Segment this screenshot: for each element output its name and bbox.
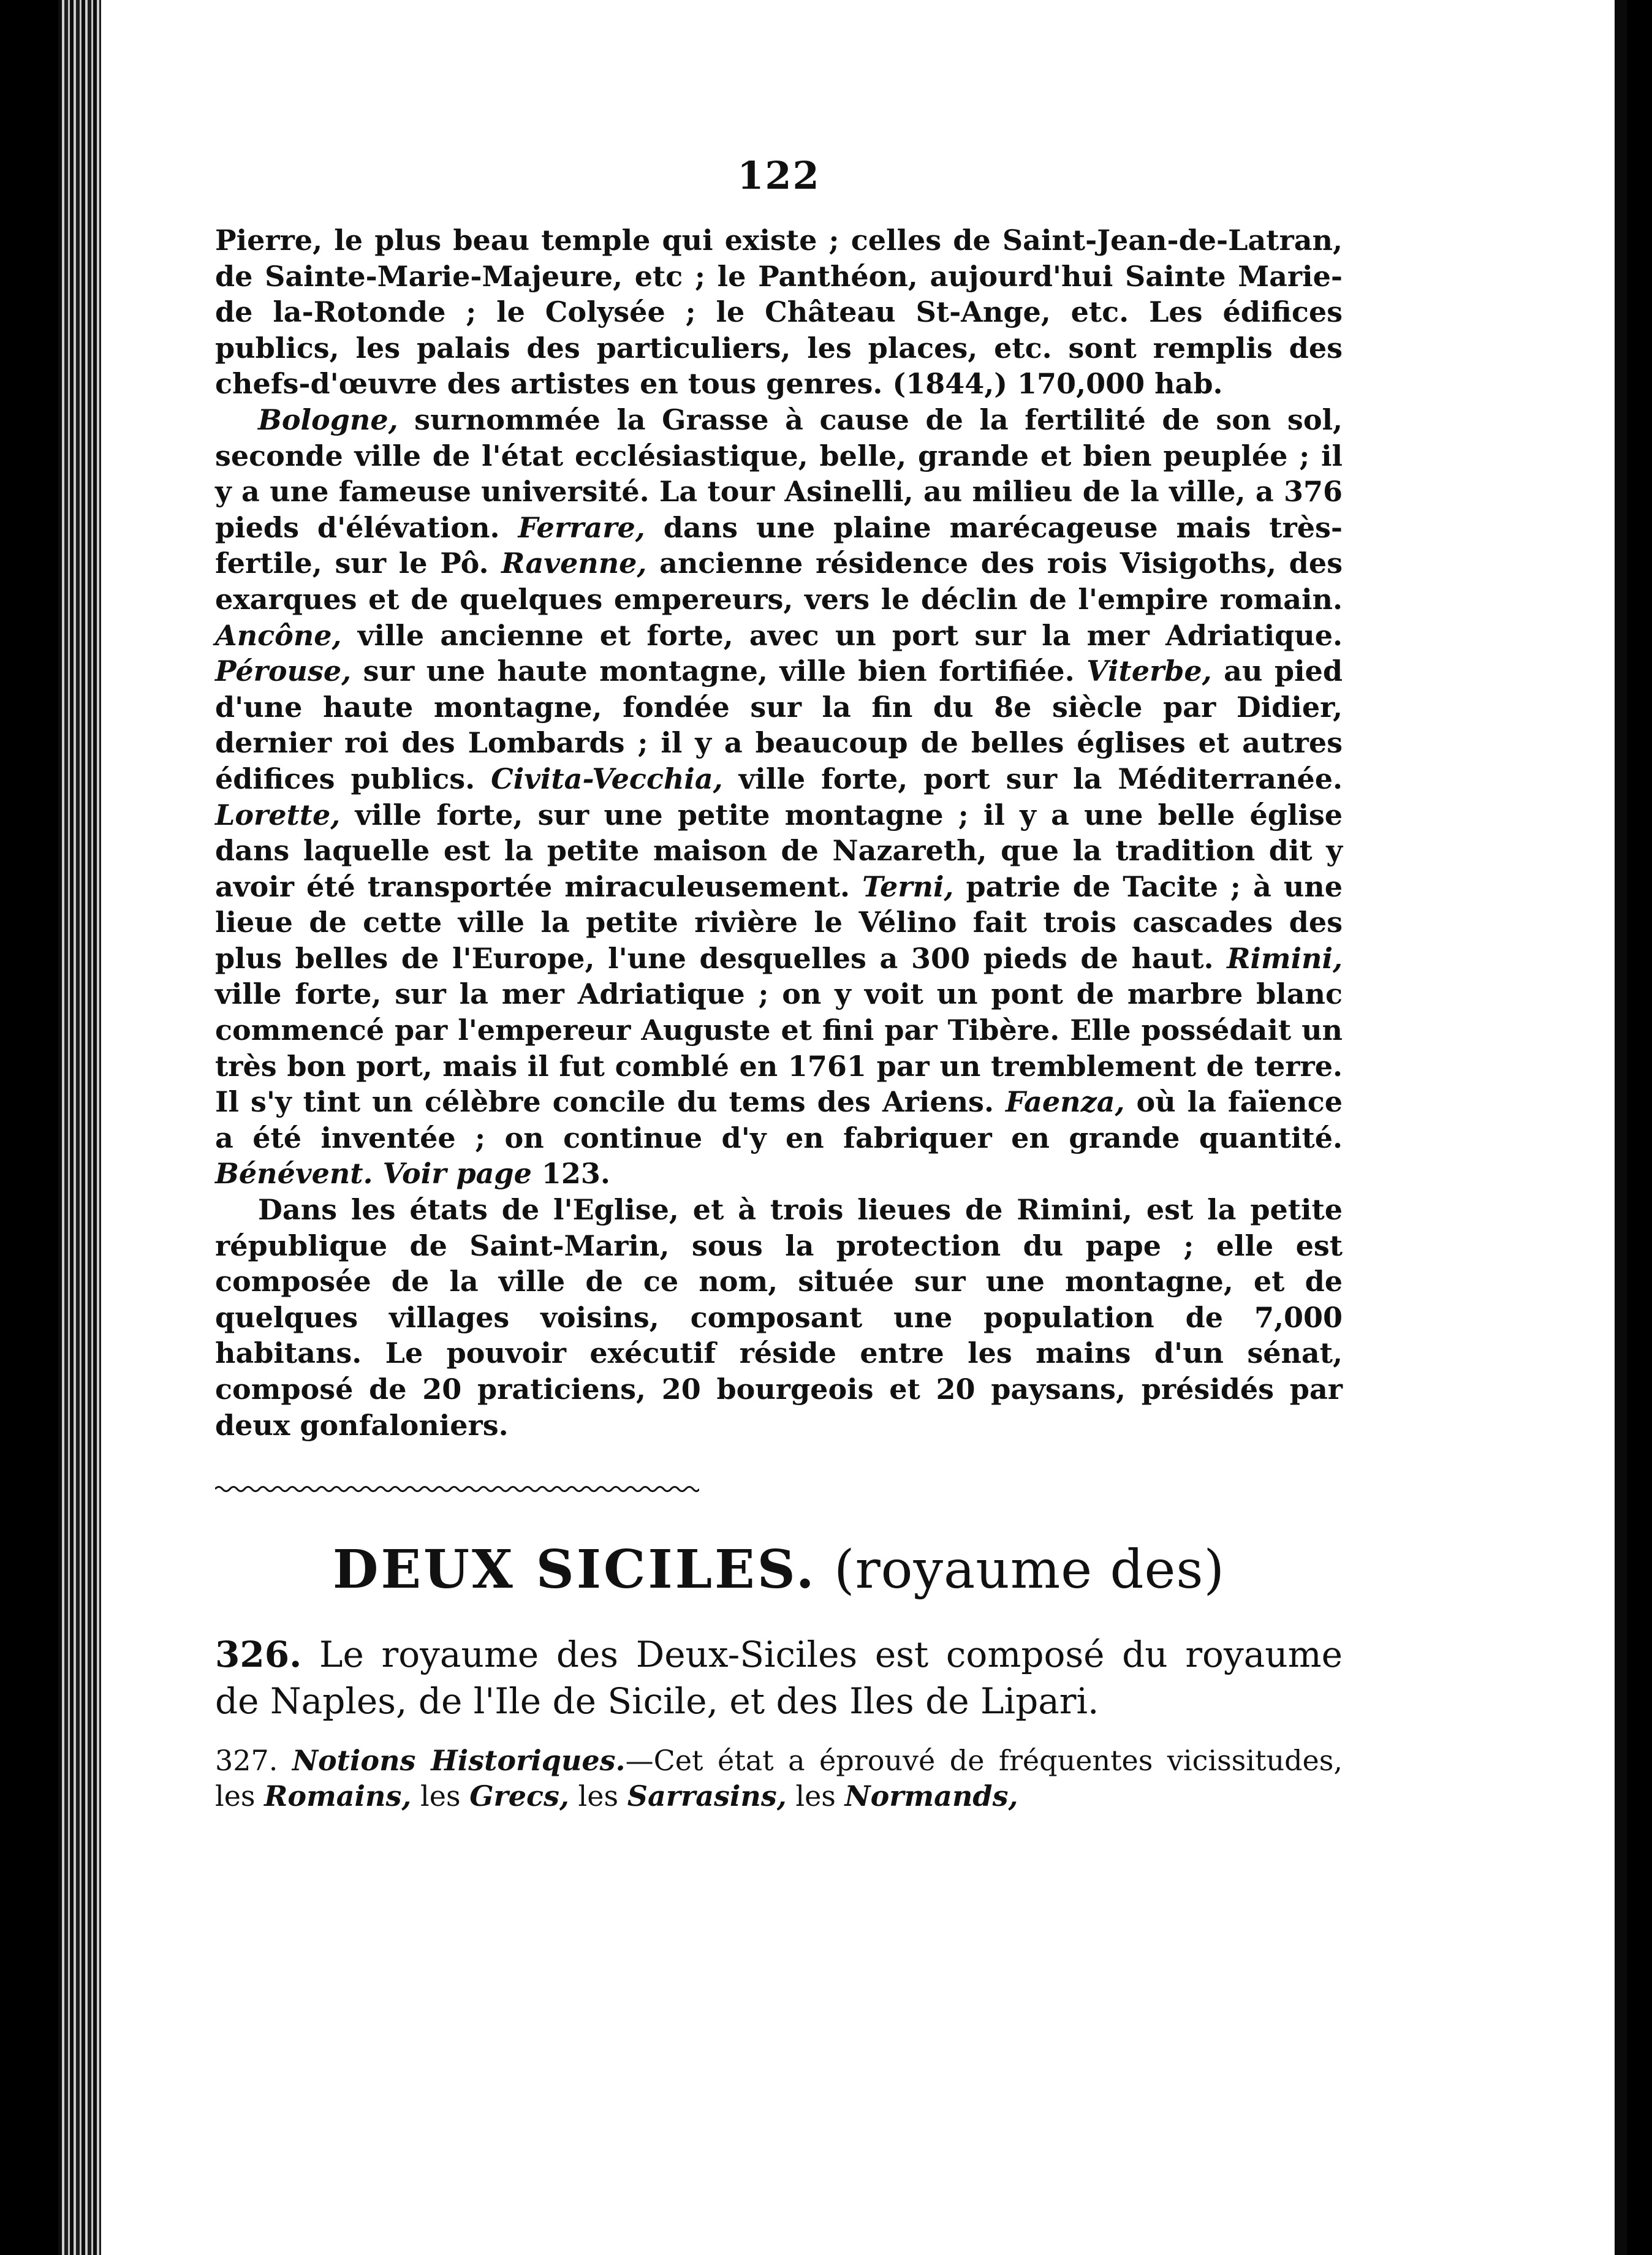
text-segment: au pied d'une haute montagne, fondée sur la fin du 8e siècle par Didier, dernier roi des Lombards ; il y a beaucoup de belles églises et autres édifices publics.: [215, 654, 1343, 795]
text-segment: patrie de Tacite ; à une lieue de cette ville la petite rivière le Vélino fait trois cascades des plus belles de l'Europe, l'une desquelles a 300 pieds de haut.: [215, 870, 1343, 975]
text-segment: ville forte, port sur la Méditerranée.: [722, 762, 1343, 795]
paragraph-saint-marin: Dans les états de l'Eglise, et à trois lieues de Rimini, est la petite république de Saint-Marin, sous la protection du pape ; elle est composée de la ville de ce nom, située sur une montagne, et de quelques villages voisins, composant une population de 7,000 habitans. Le pouvoir exécutif réside entre les mains d'un sénat, composé de 20 praticiens, 20 bourgeois et 20 paysans, présidés par deux gonfaloniers.: [215, 1193, 1343, 1442]
text-segment: où la faïence a été inventée ; on continue d'y en fabriquer en grande quantité.: [215, 1085, 1343, 1154]
paragraph-326: [215, 1631, 1343, 1724]
cross-reference: Voir page: [382, 1157, 532, 1191]
place-benevent: Bénévent.: [215, 1157, 373, 1191]
text-segment: dans une plaine marécageuse mais très-fertile, sur le Pô.: [215, 510, 1343, 580]
place-terni: Terni,: [862, 870, 954, 903]
place-ancone: Ancône,: [215, 618, 342, 652]
place-bologne: Bologne,: [258, 403, 398, 436]
text-segment: ville ancienne et forte, avec un port sur la mer Adriatique.: [341, 618, 1343, 652]
text-segment: les: [786, 1779, 845, 1813]
place-ferrare: Ferrare,: [518, 510, 645, 544]
place-ravenne: Ravenne,: [501, 547, 647, 580]
paragraph-327: [215, 1743, 1343, 1814]
page-number: 122: [737, 153, 820, 198]
text-segment: les: [569, 1779, 627, 1813]
page-gutter-shadow: [1615, 0, 1627, 2255]
place-faenza: Faenza,: [1005, 1085, 1125, 1119]
place-civita-vecchia: Civita-Vecchia,: [491, 762, 723, 795]
people-grecs: Grecs,: [469, 1779, 569, 1813]
subheading-notions-historiques: Notions Historiques.: [292, 1744, 626, 1778]
wavy-divider-ornament: [215, 1480, 699, 1498]
text-segment: ville forte, sur la mer Adriatique ; on y voit un pont de marbre blanc commencé par l'empereur Auguste et fini par Tibère. Elle possédait un très bon port, mais il fut comblé en 1761 par un tremblement de terre. Il s'y tint un célèbre concile du tems des Ariens.: [215, 977, 1343, 1119]
section-heading-main: DEUX SICILES.: [332, 1539, 817, 1601]
paragraph-rome-continued: Pierre, le plus beau temple qui existe ; celles de Saint-Jean-de-Latran, de Sainte-Marie-Majeure, etc ; le Panthéon, aujourd'hui Sainte Marie-de la-Rotonde ; le Colysée ; le Château St-Ange, etc. Les édifices publics, les palais des particuliers, les places, etc. sont remplis des chefs-d'œuvre des artistes en tous genres. (1844,) 170,000 hab.: [215, 224, 1343, 401]
people-sarrasins: Sarrasins,: [627, 1779, 787, 1813]
text-segment: [373, 1157, 383, 1190]
book-page-edges: [58, 0, 107, 2255]
text-segment: ville forte, sur une petite montagne ; il y a une belle église dans laquelle est la petite maison de Nazareth, que la tradition dit y avoir été transportée miraculeusement.: [215, 798, 1343, 903]
text-segment: 123.: [531, 1157, 610, 1191]
place-viterbe: Viterbe,: [1086, 654, 1212, 688]
page-content: [215, 153, 1343, 1814]
people-normands: Normands,: [844, 1779, 1018, 1813]
text-segment: —Cet état a éprouvé de fréquentes vicissitudes, les: [215, 1744, 1343, 1813]
paragraph-number: 327.: [215, 1744, 278, 1778]
paragraph-number: 326.: [215, 1634, 302, 1676]
place-perouse: Pérouse,: [215, 654, 352, 688]
text-segment: les: [411, 1779, 470, 1813]
people-romains: Romains,: [264, 1779, 412, 1813]
text-segment: sur une haute montagne, ville bien fortifiée.: [351, 654, 1087, 688]
section-heading: [215, 1539, 1343, 1601]
section-heading-sub: (royaume des): [834, 1539, 1226, 1601]
place-rimini: Rimini,: [1227, 941, 1343, 975]
paragraph-papal-cities: [215, 402, 1343, 1192]
place-lorette: Lorette,: [215, 798, 341, 832]
text-segment: ancienne résidence des rois Visigoths, des exarques et de quelques empereurs, vers le déclin de l'empire romain.: [215, 547, 1343, 616]
text-segment: surnommée la Grasse à cause de la fertilité de son sol, seconde ville de l'état ecclésiastique, belle, grande et bien peuplée ; il y a une fameuse université. La tour Asinelli, au milieu de la ville, a 376 pieds d'élévation.: [215, 403, 1343, 544]
text-segment: Le royaume des Deux-Siciles est composé du royaume de Naples, de l'Ile de Sicile, et des Iles de Lipari.: [215, 1634, 1343, 1723]
